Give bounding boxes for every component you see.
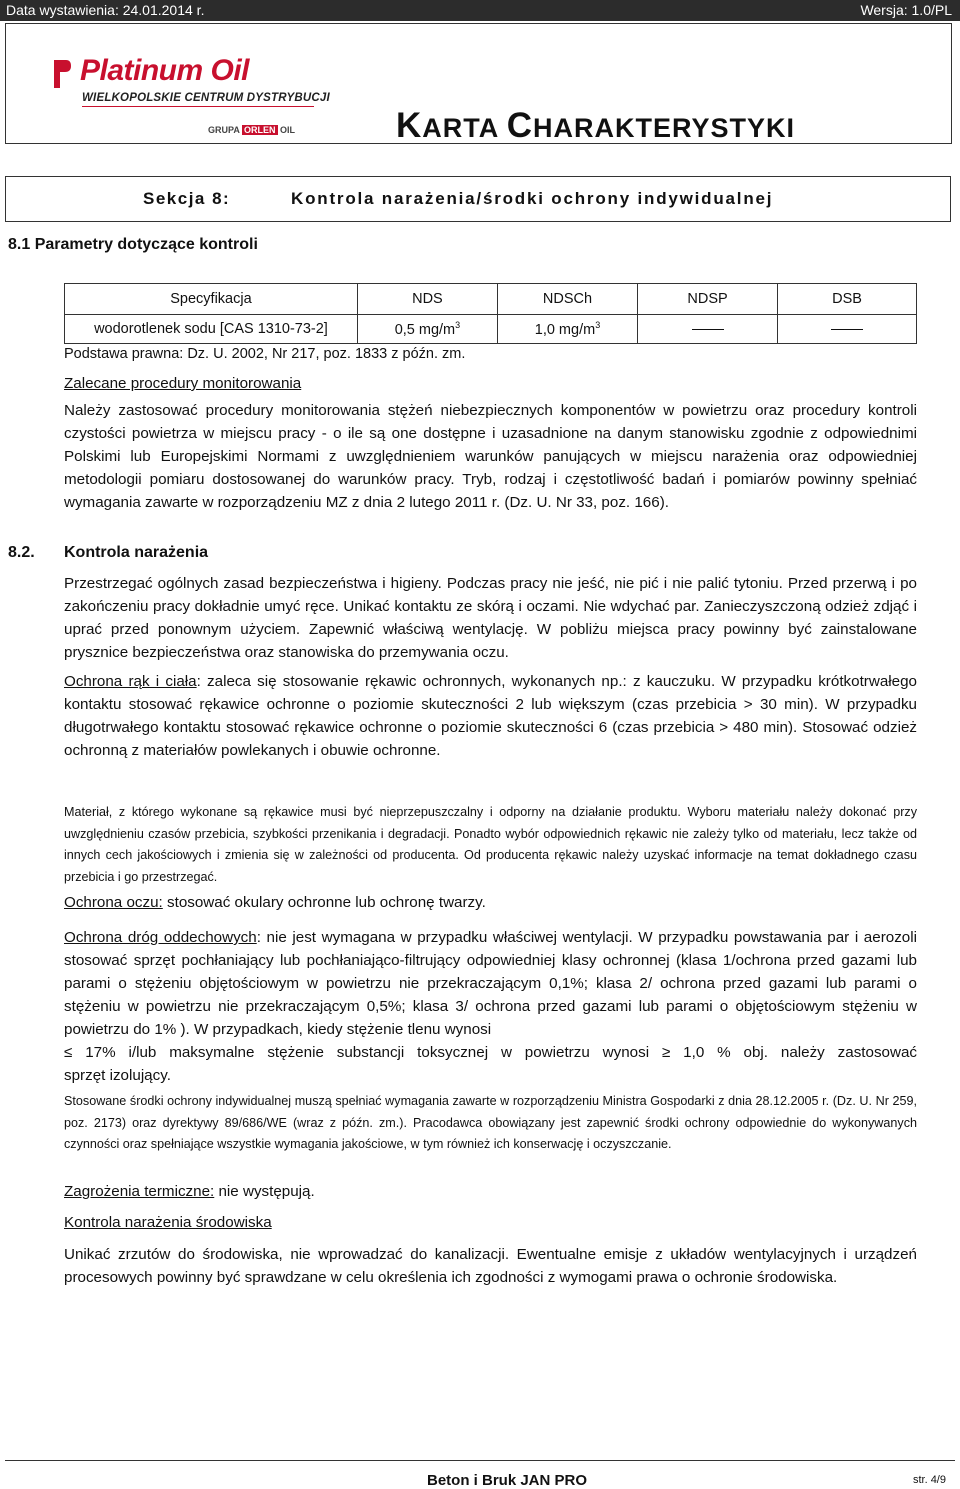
document-header [5,23,952,144]
logo-subtitle: WIELKOPOLSKIE CENTRUM DYSTRYBUCJI [82,92,330,104]
cell-substance: wodorotlenek sodu [CAS 1310-73-2] [65,315,358,344]
general-measures: Przestrzegać ogólnych zasad bezpieczeństwa i higieny. Podczas pracy nie jeść, nie pić i nie palić tytoniu. Przed przerwą i po zakończeniu pracy dokładnie umyć ręce. Unikać kontaktu ze skórą i oczami. Nie wdychać par. Zanieczyszczoną odzież zdjąć i uprać przed ponownym użyciem. Zapewnić właściwą wentylację. W pobliżu miejsca pracy powinny być zainstalowane prysznice bezpieczeństwa oraz stanowiska do przemywania oczu. [64,575,917,661]
cell-dsb [778,315,917,344]
environment-text: Unikać zrzutów do środowiska, nie wprowadzać do kanalizacji. Ewentualne emisje z układów wentylacyjnych i urządzeń procesowych powinny być sprawdzane w celu określenia ich zgodności z wymogami prawa o ochronie środowiska. [64,1246,917,1286]
environment-heading: Kontrola narażenia środowiska [64,1214,272,1231]
dash-icon [692,329,724,330]
respiratory-limits: ≤ 17% i/lub maksymalne stężenie substancji toksycznej w powietrzu wynosi ≥ 1,0 % obj. należy zastosować [64,1044,917,1061]
footer-product: Beton i Bruk JAN PRO [427,1472,588,1489]
subsection-8-2-number: 8.2. [8,544,35,561]
cell-ndsch: 1,0 $mg/m^3$ [497,315,637,344]
group-badge [208,125,295,135]
thermal-hazards: Zagrożenia termiczne: nie występują. [64,1183,315,1200]
hand-protection: Ochrona rąk i ciała: zaleca się stosowanie rękawic ochronnych, wykonanych np.: z kauczuku. W przypadku krótkotrwałego kontaktu stosować rękawice ochronne o poziomie skuteczności 2 lub większym (czas przebicia > 30 min). W przypadku długotrwałego kontaktu stosować rękawice ochronne o poziomie skuteczności 6 (czas przebicia > 480 min). Stosować odzież ochronną z materiałów powlekanych i obuwie ochronne. [64,673,917,759]
col-header-nds: NDS [357,284,497,315]
section-title: Kontrola narażenia/środki ochrony indywidualnej [291,189,774,208]
monitoring-text: Należy zastosować procedury monitorowania stężeń niebezpiecznych komponentów w powietrzu oraz procedury kontroli czystości powietrza w miejscu pracy - o ile są one dostępne i uzasadnione na danym stanowisku zgodnie z odpowiednimi Polskimi lub Europejskimi Normami z uwzględnieniem warunków panujących w miejscu narażenia oraz odpowiedniej metodologii pomiaru dostosowanej do warunków pracy. Tryb, rodzaj i częstotliwość badań i pomiarów powinny spełniać wymagania zawarte w rozporządzeniu MZ z dnia 2 lutego 2011 r. (Dz. U. Nr 33, poz. 166). [64,402,917,511]
page-number: str. 4/9 [912,1474,946,1486]
dash-icon [831,329,863,330]
respiratory-isolating: sprzęt izolujący. [64,1067,171,1084]
version: Wersja: 1.0/PL [860,2,952,18]
col-header-dsb: DSB [778,284,917,315]
document-title: KARTA CHARAKTERYSTYKI [396,106,796,145]
exposure-limits-table [64,283,917,344]
ppe-note: Stosowane środki ochrony indywidualnej muszą spełniać wymagania zawarte w rozporządzeniu Ministra Gospodarki z dnia 28.12.2005 r. (Dz. U. Nr 259, poz. 2173) oraz dyrektywy 89/686/WE (wraz z późn. zm.). Pracodawca obowiązany jest zapewnić środki ochrony odpowiednie do wykonywanych czynności oraz spełniające wszystkie wymagania jakościowe, w tym również ich konserwację i oczyszczanie. [64,1094,917,1151]
logo-name: Platinum Oil [80,54,250,87]
footer-divider [5,1460,955,1461]
group-suffix: OIL [280,125,296,135]
group-prefix: GRUPA [208,125,240,135]
logo-mark-icon [52,58,72,90]
logo-divider [82,106,314,107]
col-header-ndsp: NDSP [638,284,778,315]
cell-ndsp [638,315,778,344]
respiratory-protection: Ochrona dróg oddechowych: nie jest wymagana w przypadku właściwej wentylacji. W przypadku powstawania par i aerozoli stosować sprzęt pochłaniający lub pochłaniająco-filtrujący odpowiedniej klasy ochronnej (klasa 1/ochrona przed gazami lub parami o stężeniu objętościowym w powietrzu nie przekraczającym 0,1%; klasa 2/ ochrona przed gazami lub parami o stężeniu w powietrzu nie przekraczającym 0,5%; klasa 3/ ochrona przed gazami lub parami o objętościowym stężeniu w powietrzu do 1% ). W przypadkach, kiedy stężenie tlenu wynosi [64,929,917,1038]
monitoring-heading: Zalecane procedury monitorowania [64,375,302,392]
col-header-spec: Specyfikacja [65,284,358,315]
table-header-row [65,284,917,315]
table-row [65,315,917,344]
col-header-ndsch: NDSCh [497,284,637,315]
glove-note: Materiał, z którego wykonane są rękawice musi być nieprzepuszczalny i odporny na działanie produktu. Wyboru materiału należy dokonać przy uwzględnieniu czasów przebicia, szybkości przenikania i degradacji. Ponadto wybór odpowiednich rękawic nie zależy tylko od materiału, lecz także od innych cech jakościowych i zmienia się w zależności od producenta. Od producenta rękawic należy uzyskać informacje na temat dokładnego czasu przebicia i go przestrzegać. [64,805,917,884]
group-brand: ORLEN [244,125,276,135]
legal-basis: Podstawa prawna: Dz. U. 2002, Nr 217, poz. 1833 z późn. zm. [64,346,466,362]
eye-protection: Ochrona oczu: stosować okulary ochronne lub ochronę twarzy. [64,894,486,911]
subsection-8-1-heading: 8.1 Parametry dotyczące kontroli [8,236,258,253]
section-header [5,176,951,222]
section-label: Sekcja 8: [143,189,231,208]
subsection-8-2-heading: Kontrola narażenia [64,544,209,561]
issue-date: Data wystawienia: 24.01.2014 r. [6,2,205,18]
cell-nds: 0,5 $mg/m^3$ [357,315,497,344]
top-bar [0,0,960,21]
